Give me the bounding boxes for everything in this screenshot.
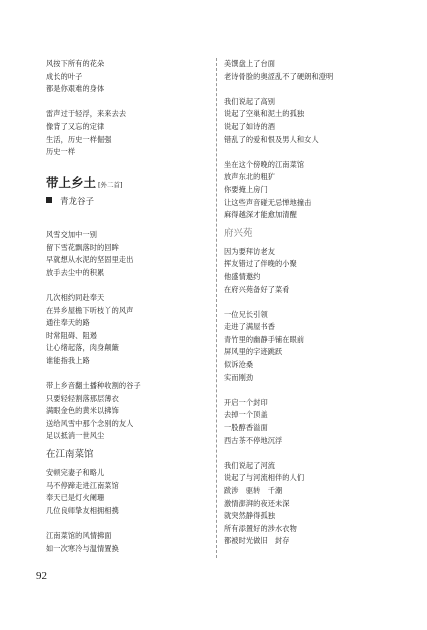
poem-line: 几次相约同赴奉天 [46,292,105,302]
poem-subtitle: 府兴苑 [224,227,253,239]
author-line [46,194,216,210]
poem-line: 就突然静得孤独 [224,511,276,521]
poem-line: 实而刚劲 [224,372,254,382]
square-bullet-icon [46,197,52,203]
poem-line: 通往奉天的路 [46,318,90,328]
poem-line: 几位良师挚友相拥相携 [46,505,119,515]
stanza [224,460,394,548]
poem-line: 挥友错过了伴晚的小聚 [224,259,297,269]
poem-line: 在府兴苑备好了菜肴 [224,284,290,294]
poem-line: 早就想从水泥的坚固里走出 [46,255,134,265]
poem-line: 雷声过于轻浮，来来去去 [46,109,127,119]
poem-line: 去掉一个顶盖 [224,410,268,420]
left-column [46,58,216,555]
poem-title-text: 带上乡土 [46,175,97,191]
poem-line: 放声东北的粗犷 [224,172,276,182]
poem-line: 一股醇香溢面 [224,423,268,433]
stanza [224,58,394,83]
poem-line: 美馔盘上了台面 [224,59,276,68]
poem-subtitle: 在江南菜馆 [46,449,94,461]
poem-line: 我们说起了河流 [224,460,276,470]
poem-line: 让这些声音碰无忌惮地撞击 [224,197,312,207]
poem-line: 似诉沧桑 [224,360,254,370]
page-number: 92 [36,570,47,582]
poem-line: 留下雪花飘落时的回眸 [46,242,119,252]
poem-line: 激情澎湃的夜还未深 [224,498,290,508]
poem-line: 你要掩上房门 [224,184,268,194]
poem-line: 说起了空巢和泥土的孤独 [224,109,305,119]
poem-line: 送给风雪中那个念别的友人 [46,418,134,428]
stanza [46,380,216,443]
right-column [224,58,394,548]
stanza [46,58,216,96]
stanza [46,292,216,368]
stanza [46,108,216,158]
poem-line: 放手去尘中的积累 [46,267,105,277]
poem-line: 奉天已是灯火阑珊 [46,493,105,503]
poem-line: 风雪交加中一别 [46,229,98,239]
poem-line: 满眼金色的黄米以拂饰 [46,406,119,416]
poem-line: 马不停蹄走进江南菜馆 [46,480,119,490]
poem-line: 我们说起了高别 [224,96,276,106]
poem-line: 所有添置好的涉水衣物 [224,523,297,533]
stanza [46,467,216,517]
stanza [224,309,394,385]
poem-line: 生活，历史一样倔强 [46,134,112,144]
poem-line: 说起了与河流相伴的人们 [224,473,305,483]
poem-line: 说起了如诗的酒 [224,121,276,131]
poem-line: 安顿完妻子和略儿 [46,468,105,478]
poem-line: 坐在这个傍晚的江南菜馆 [224,159,305,169]
poem-line: 像背了又忘的定律 [46,121,105,131]
poem-line: 开启一个封印 [224,397,268,407]
column-divider [216,58,217,558]
poem-title-note: [外二首] [98,181,123,190]
stanza [224,96,394,146]
poem-line: 让心绪起落，肉身颠簸 [46,343,119,353]
stanza [224,397,394,447]
poem-line: 带上乡音翻土播种收割的谷子 [46,381,141,391]
author-name: 青龙谷子 [60,197,95,208]
poem-line: 跋涉 驱转 千潮 [224,486,283,495]
poem-line: 在异乡屋檐下听枝丫的风声 [46,305,134,315]
poem-line: 麻得越深才能愈加清醒 [224,210,297,220]
stanza [46,229,216,279]
poem-line: 如一次寒冷与温情置换 [46,543,119,553]
stanza [224,159,394,222]
poem-line: 因为要拜访老友 [224,246,276,256]
poem-line: 都被时光做旧 封存 [224,536,290,546]
poem-line: 都是你艰难的身体 [46,84,105,94]
poem-line: 走进了满屋书香 [224,322,276,332]
poem-line: 成长的叶子 [46,71,83,81]
poem-line: 他盛情邀约 [224,271,261,281]
poem-line: 风按下所有的花朵 [46,59,105,68]
poem-line: 错乱了的爱和恨及男人和女人 [224,134,319,144]
poem-line: 只要轻轻割落那层薄衣 [46,393,119,403]
poem-line: 一位兄长引领 [224,309,268,319]
poem-line: 历史一样 [46,147,76,157]
poem-line: 青竹里的幽静手铺在眼前 [224,334,305,344]
poem-line: 足以抵消一世风尘 [46,431,105,441]
poem-line: 时常阻碍、阻遏 [46,330,98,340]
poem-line: 屏风里的字迹跳跃 [224,347,283,357]
poem-line: 谁能指我上路 [46,355,90,365]
poem-line: 老诗骨脸的奥涩乱不了硬朗和澄明 [224,71,334,81]
stanza [46,530,216,555]
stanza [224,246,394,296]
poem-line: 江南菜馆的风情拂面 [46,531,112,540]
poem-line: 西古茶不停地沉浮 [224,435,283,445]
poem-title [46,174,216,194]
